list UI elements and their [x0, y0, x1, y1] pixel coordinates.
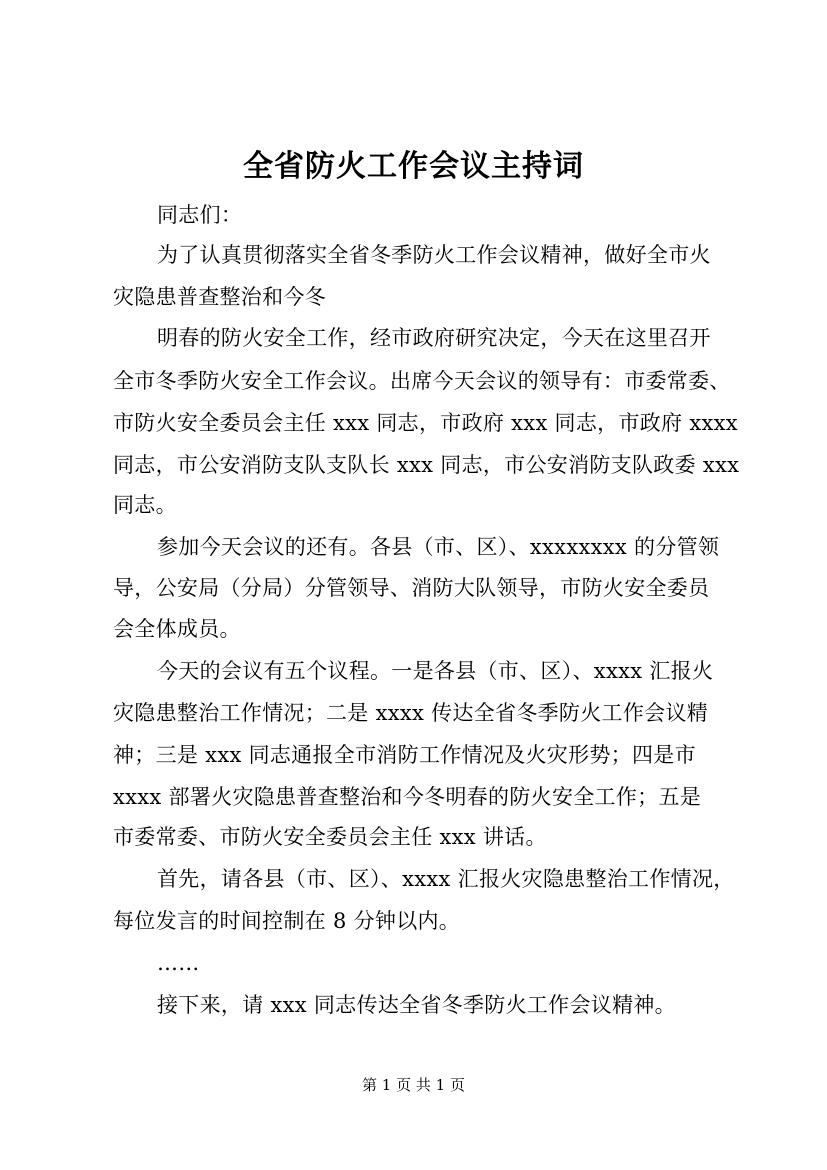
- text-line: 市防火安全委员会主任 xxx 同志，市政府 xxx 同志，市政府 xxxx: [113, 411, 738, 435]
- ellipsis-line: ……: [157, 951, 200, 975]
- text-line: 同志们：: [157, 203, 243, 227]
- text-line: 灾隐患普查整治和今冬: [113, 285, 326, 309]
- text-line: 明春的防火安全工作，经市政府研究决定，今天在这里召开: [157, 326, 711, 350]
- text-line: 会全体成员。: [113, 617, 241, 641]
- text-line: 全市冬季防火安全工作会议。出席今天会议的领导有：市委常委、: [113, 369, 731, 393]
- text-line: 为了认真贯彻落实全省冬季防火工作会议精神，做好全市火: [157, 243, 711, 267]
- text-line: 同志，市公安消防支队支队长 xxx 同志，市公安消防支队政委 xxx: [113, 453, 740, 477]
- text-line: 同志。: [113, 493, 177, 517]
- document-title: 全省防火工作会议主持词: [243, 149, 584, 184]
- text-line: 市委常委、市防火安全委员会主任 xxx 讲话。: [113, 825, 547, 849]
- text-line: 导，公安局（分局）分管领导、消防大队领导，市防火安全委员: [113, 576, 710, 600]
- page-number-footer: 第 1 页 共 1 页: [362, 1076, 465, 1094]
- text-line: 参加今天会议的还有。各县（市、区）、xxxxxxxx 的分管领: [157, 535, 720, 559]
- text-line: xxxx 部署火灾隐患普查整治和今冬明春的防火安全工作；五是: [113, 785, 702, 809]
- text-line: 接下来，请 xxx 同志传达全省冬季防火工作会议精神。: [157, 993, 676, 1017]
- text-line: 每位发言的时间控制在 8 分钟以内。: [113, 909, 461, 933]
- text-line: 首先，请各县（市、区）、xxxx 汇报火灾隐患整治工作情况，: [157, 867, 735, 891]
- text-line: 今天的会议有五个议程。一是各县（市、区）、xxxx 汇报火: [157, 659, 714, 683]
- text-line: 灾隐患整治工作情况；二是 xxxx 传达全省冬季防火工作会议精: [113, 701, 709, 725]
- text-line: 神；三是 xxx 同志通报全市消防工作情况及火灾形势；四是市: [113, 743, 696, 767]
